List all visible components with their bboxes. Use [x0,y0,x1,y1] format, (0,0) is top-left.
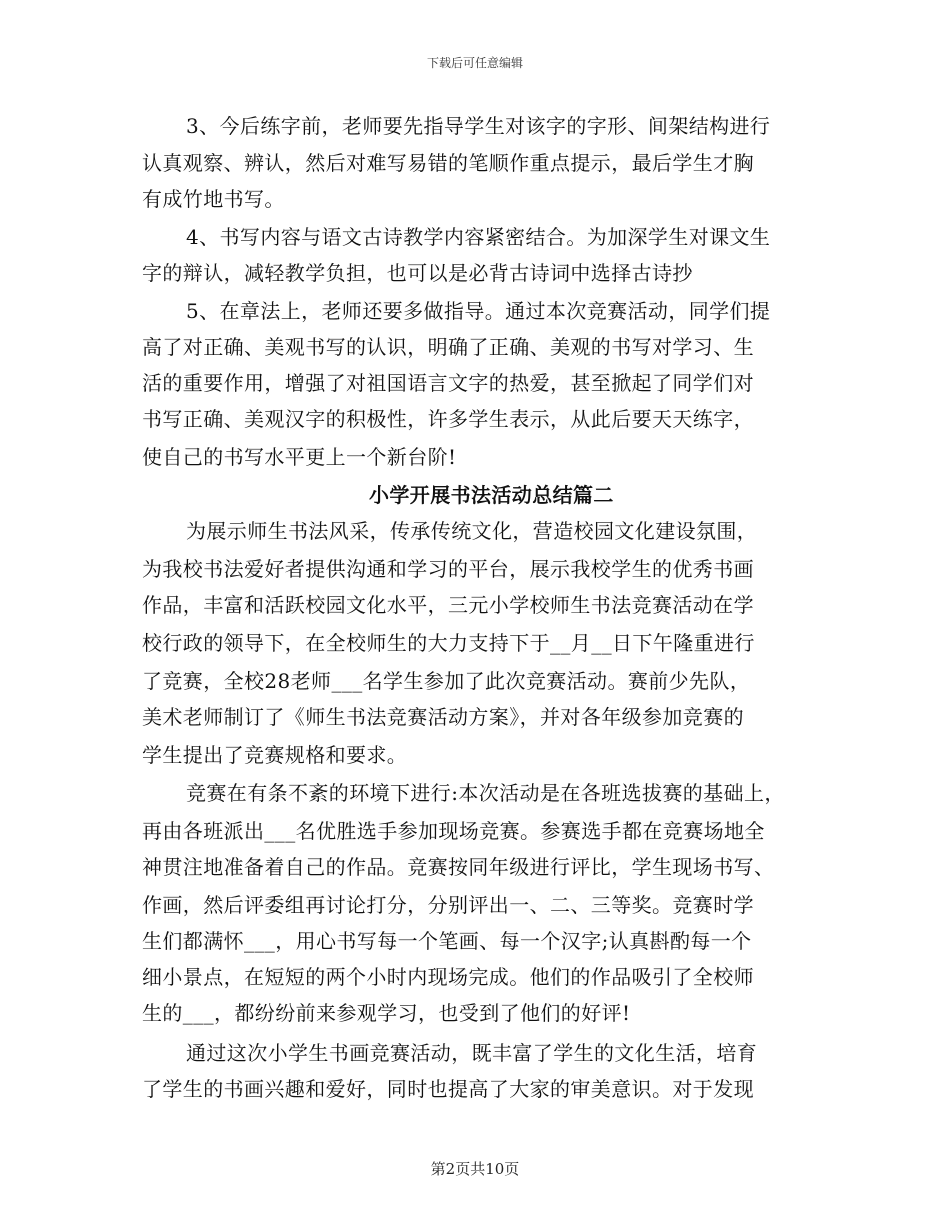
text-line: 再由各班派出___名优胜选手参加现场竞赛。参赛选手都在竞赛场地全 [142,819,765,843]
text-line: 通过这次小学生书画竞赛活动，既丰富了学生的文化生活，培育 [186,1041,758,1065]
text-line: 了学生的书画兴趣和爱好，同时也提高了大家的审美意识。对于发现 [142,1077,754,1101]
text-line: 为展示师生书法风采，传承传统文化，营造校园文化建设氛围， [186,519,758,543]
text-line: 有成竹地书写。 [142,187,285,211]
text-line: 为我校书法爱好者提供沟通和学习的平台，展示我校学生的优秀书画 [142,557,754,581]
text-line: 生们都满怀___，用心书写每一个笔画、每一个汉字;认真斟酌每一个 [142,929,752,953]
text-line: 细小景点，在短短的两个小时内现场完成。他们的作品吸引了全校师 [142,965,754,989]
text-line: 生的___，都纷纷前来参观学习，也受到了他们的好评! [142,1001,631,1025]
text-line: 作品，丰富和活跃校园文化水平，三元小学校师生书法竞赛活动在学 [142,593,754,617]
text-line: 竞赛在有条不紊的环境下进行:本次活动是在各班选拔赛的基础上， [186,781,785,805]
section-title: 小学开展书法活动总结篇二 [369,483,614,507]
text-line: 美术老师制订了《师生书法竞赛活动方案》，并对各年级参加竞赛的 [142,705,744,729]
page-header: 下载后可任意编辑 [426,56,523,70]
page-footer: 第2页共10页 [430,1160,520,1178]
text-line: 书写正确、美观汉字的积极性，许多学生表示，从此后要天天练字， [142,407,754,431]
text-line: 神贯注地准备着自己的作品。竞赛按同年级进行评比，学生现场书写、 [142,855,775,879]
text-line: 使自己的书写水平更上一个新台阶! [142,445,457,469]
text-line: 3、今后练字前，老师要先指导学生对该字的字形、间架结构进行 [186,114,771,138]
text-line: 4、书写内容与语文古诗教学内容紧密结合。为加深学生对课文生 [186,225,771,249]
text-line: 5、在章法上，老师还要多做指导。通过本次竞赛活动，同学们提 [186,299,771,323]
text-line: 认真观察、辨认，然后对难写易错的笔顺作重点提示，最后学生才胸 [142,151,754,175]
text-line: 高了对正确、美观书写的认识，明确了正确、美观的书写对学习、生 [142,335,754,359]
text-line: 作画，然后评委组再讨论打分，分别评出一、二、三等奖。竞赛时学 [142,893,754,917]
text-line: 了竞赛，全校28老师___名学生参加了此次竞赛活动。赛前少先队， [142,669,751,693]
text-line: 学生提出了竞赛规格和要求。 [142,743,408,767]
text-line: 字的辩认，减轻教学负担，也可以是必背古诗词中选择古诗抄 [142,261,693,285]
text-line: 活的重要作用，增强了对祖国语言文字的热爱，甚至掀起了同学们对 [142,371,754,395]
text-line: 校行政的领导下，在全校师生的大力支持下于__月__日下午隆重进行 [142,631,755,655]
